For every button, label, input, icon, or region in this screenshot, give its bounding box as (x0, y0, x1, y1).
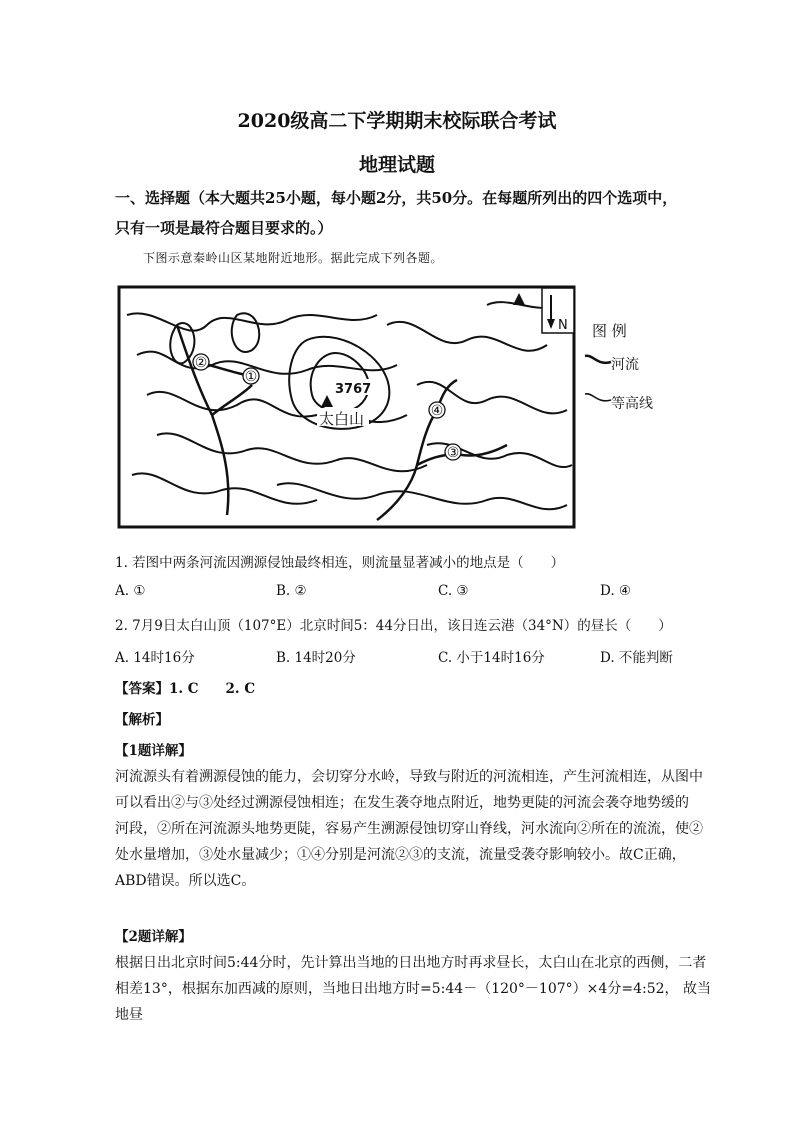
question-2-option-a: A. 14时16分 (115, 650, 195, 666)
section-heading-line-1: 一、选择题（本大题共25小题，每小题2分，共50分。在每题所列出的四个选项中， (115, 189, 678, 207)
marker-4: ④ (430, 403, 444, 419)
question-intro: 下图示意秦岭山区某地附近地形。据此完成下列各题。 (143, 251, 444, 265)
question-2-option-d: D. 不能判断 (600, 650, 673, 666)
detail-2-paragraph (115, 950, 711, 1028)
contour-legend-icon (583, 390, 613, 406)
answer-text: 1. C 2. C (169, 681, 256, 697)
detail-2-line: 根据日出北京时间5:44分时，先计算出当地的日出地方时再求昼长，太白山在北京的西侧，二者 (115, 955, 707, 971)
detail-1-line: ABD错误。所以选C。 (115, 873, 256, 889)
peak-name: 太白山 (319, 410, 365, 428)
topographic-map (117, 285, 577, 531)
section-heading (115, 183, 715, 243)
river-legend-icon (583, 352, 613, 368)
marker-2: ② (194, 355, 208, 371)
question-2-option-b: B. 14时20分 (276, 650, 356, 666)
detail-2-label: 【2题详解】 (115, 929, 192, 945)
north-arrow (542, 288, 574, 333)
question-1-stem: 1. 若图中两条河流因溯源侵蚀最终相连，则流量显著减小的地点是（ ） (115, 555, 565, 571)
detail-1-line: 可以看出②与③处经过溯源侵蚀相连；在发生袭夺地点附近，地势更陡的河流会袭夺地势缓的 (115, 795, 689, 811)
legend-title: 图 例 (592, 322, 627, 340)
peak-elevation: 3767 (335, 382, 372, 397)
detail-1-paragraph (115, 764, 711, 894)
marker-1: ① (244, 369, 258, 385)
question-2-stem: 2. 7月9日太白山顶（107°E）北京时间5：44分日出，该日连云港（34°N）的昼长（ ） (115, 618, 672, 634)
question-2-option-c: C. 小于14时16分 (438, 650, 545, 666)
legend-contour-label: 等高线 (611, 396, 653, 412)
detail-1-line: 河段，②所在河流源头地势更陡，容易产生溯源侵蚀切穿山脊线，河水流向②所在的流流，使② (115, 821, 703, 837)
legend-river-label: 河流 (611, 357, 639, 373)
section-heading-line-2: 只有一项是最符合题目要求的。） (115, 219, 333, 237)
detail-1-line: 处水量增加，③处水量减少；①④分别是河流②③的支流，流量受袭夺影响较小。故C正确， (115, 847, 686, 863)
question-1-option-c: C. ③ (438, 583, 469, 599)
question-1-option-d: D. ④ (600, 583, 632, 599)
analysis-label: 【解析】 (115, 712, 169, 728)
detail-2-line: 相差13°，根据东加西减的原则，当地日出地方时=5:44－（120°－107°）×4分=4:52， 故当地昼 (115, 981, 711, 1023)
north-label: N (558, 318, 568, 333)
detail-1-label: 【1题详解】 (115, 743, 192, 759)
answer-line (115, 677, 255, 697)
answer-label: 【答案】 (115, 681, 169, 697)
page-title: 2020级高二下学期期末校际联合考试 (237, 110, 557, 132)
question-1-option-b: B. ② (276, 583, 307, 599)
page-subtitle: 地理试题 (358, 154, 435, 176)
question-1-option-a: A. ① (115, 583, 146, 599)
marker-3: ③ (446, 445, 460, 461)
detail-1-line: 河流源头有着溯源侵蚀的能力，会切穿分水岭，导致与附近的河流相连，产生河流相连，从图中 (115, 769, 703, 785)
